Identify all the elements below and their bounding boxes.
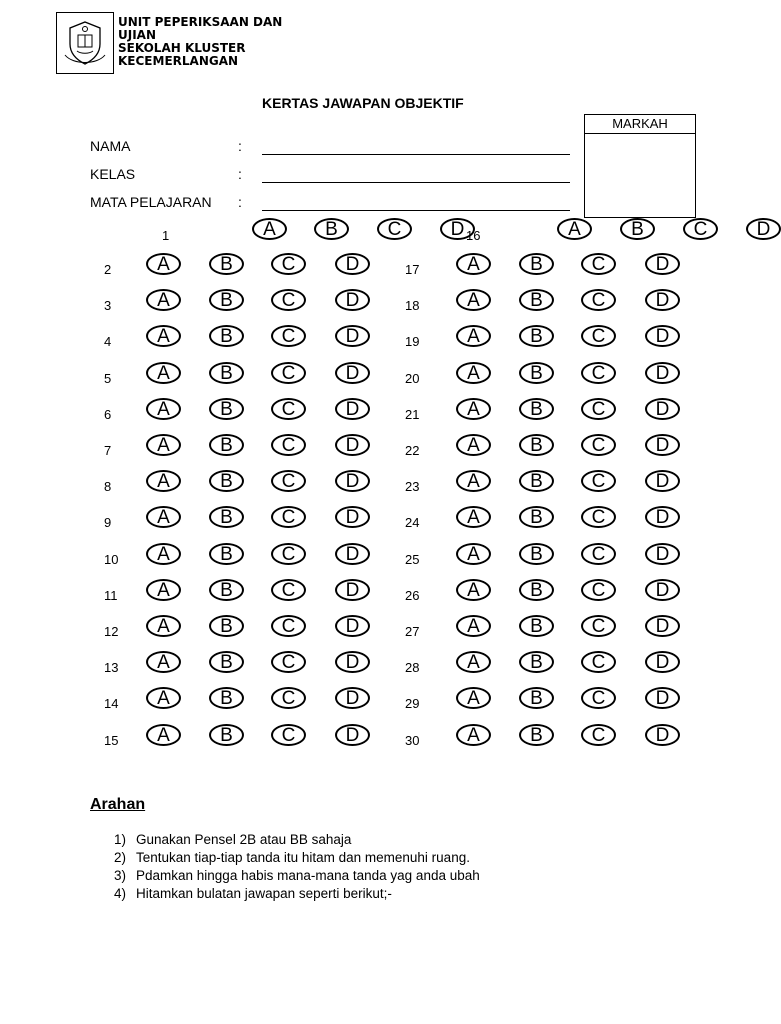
answer-bubble-a[interactable]: A xyxy=(456,543,491,565)
question-number: 23 xyxy=(405,479,420,495)
question-number: 10 xyxy=(104,551,119,567)
answer-bubble-c[interactable]: C xyxy=(271,434,306,456)
field-colon: : xyxy=(238,138,242,154)
answer-bubble-c[interactable]: C xyxy=(271,398,306,420)
question-number: 25 xyxy=(405,551,420,567)
answer-bubble-c[interactable]: C xyxy=(581,651,616,673)
question-number: 3 xyxy=(104,298,112,314)
answer-bubble-c[interactable]: C xyxy=(581,543,616,565)
answer-bubble-b[interactable]: B xyxy=(209,289,244,311)
answer-bubble-b[interactable]: B xyxy=(209,687,244,709)
markah-box xyxy=(584,114,696,218)
answer-bubble-d[interactable]: D xyxy=(335,362,370,384)
answer-bubble-c[interactable]: C xyxy=(271,506,306,528)
answer-bubble-a[interactable]: A xyxy=(146,362,181,384)
field-label-mata-pelajaran: MATA PELAJARAN xyxy=(90,194,212,210)
answer-bubble-a[interactable]: A xyxy=(252,218,287,240)
unit-heading xyxy=(118,16,303,70)
answer-bubble-b[interactable]: B xyxy=(209,470,244,492)
answer-bubble-a[interactable]: A xyxy=(456,724,491,746)
question-number: 29 xyxy=(405,696,420,712)
answer-bubble-c[interactable]: C xyxy=(271,687,306,709)
question-number: 19 xyxy=(405,334,420,350)
answer-bubble-b[interactable]: B xyxy=(314,218,349,240)
school-crest-logo xyxy=(56,12,114,74)
answer-bubble-c[interactable]: C xyxy=(581,687,616,709)
question-number: 2 xyxy=(104,262,112,277)
answer-bubble-c[interactable]: C xyxy=(271,615,306,637)
answer-bubble-b[interactable]: B xyxy=(620,218,655,240)
answer-bubble-b[interactable]: B xyxy=(209,434,244,456)
answer-bubble-d[interactable]: D xyxy=(335,651,370,673)
instruction-item: 3) Pdamkan hingga habis mana-mana tanda yag anda ubah xyxy=(114,868,480,883)
field-colon: : xyxy=(238,166,242,182)
question-number: 9 xyxy=(104,515,112,531)
answer-bubble-d[interactable]: D xyxy=(335,615,370,637)
answer-bubble-d[interactable]: D xyxy=(335,724,370,746)
school-crest-icon xyxy=(63,19,107,67)
instruction-item: 1) Gunakan Pensel 2B atau BB sahaja xyxy=(114,832,352,847)
question-number: 20 xyxy=(405,370,420,386)
answer-bubble-a[interactable]: A xyxy=(146,579,181,601)
question-number: 15 xyxy=(104,732,119,748)
answer-bubble-c[interactable]: C xyxy=(581,470,616,492)
answer-bubble-b[interactable]: B xyxy=(209,398,244,420)
answer-bubble-b[interactable]: B xyxy=(209,325,244,347)
answer-bubble-c[interactable]: C xyxy=(271,579,306,601)
answer-bubble-c[interactable]: C xyxy=(581,325,616,347)
answer-bubble-b[interactable]: B xyxy=(519,687,554,709)
question-number: 13 xyxy=(104,660,119,676)
question-number: 21 xyxy=(405,406,420,422)
answer-bubble-b[interactable]: B xyxy=(519,543,554,565)
unit-line: UJIAN xyxy=(118,28,157,42)
field-label-nama: NAMA xyxy=(90,138,131,154)
answer-bubble-b[interactable]: B xyxy=(519,724,554,746)
answer-bubble-b[interactable]: B xyxy=(209,615,244,637)
answer-bubble-d[interactable]: D xyxy=(645,434,680,456)
answer-bubble-c[interactable]: C xyxy=(683,218,718,240)
answer-bubble-d[interactable]: D xyxy=(335,289,370,311)
answer-bubble-b[interactable]: B xyxy=(519,651,554,673)
mata-pelajaran-field[interactable] xyxy=(262,195,570,211)
answer-bubble-b[interactable]: B xyxy=(519,434,554,456)
answer-bubble-b[interactable]: B xyxy=(519,470,554,492)
question-number: 18 xyxy=(405,298,420,314)
answer-bubble-c[interactable]: C xyxy=(271,325,306,347)
answer-bubble-b[interactable]: B xyxy=(209,579,244,601)
answer-bubble-b[interactable]: B xyxy=(519,253,554,275)
answer-bubble-d[interactable]: D xyxy=(335,398,370,420)
answer-bubble-d[interactable]: D xyxy=(645,253,680,275)
answer-bubble-a[interactable]: A xyxy=(146,543,181,565)
answer-bubble-a[interactable]: A xyxy=(146,289,181,311)
question-number: 22 xyxy=(405,443,420,458)
answer-bubble-c[interactable]: C xyxy=(581,579,616,601)
answer-bubble-c[interactable]: C xyxy=(377,218,412,240)
question-number: 8 xyxy=(104,479,112,495)
answer-bubble-d[interactable]: D xyxy=(645,579,680,601)
answer-bubble-c[interactable]: C xyxy=(581,398,616,420)
answer-bubble-a[interactable]: A xyxy=(557,218,592,240)
answer-bubble-a[interactable]: A xyxy=(456,506,491,528)
question-number: 30 xyxy=(405,732,420,748)
answer-bubble-b[interactable]: B xyxy=(519,362,554,384)
answer-bubble-b[interactable]: B xyxy=(519,289,554,311)
kelas-field[interactable] xyxy=(262,167,570,183)
answer-bubble-d[interactable]: D xyxy=(645,687,680,709)
answer-bubble-d[interactable]: D xyxy=(335,579,370,601)
answer-bubble-d[interactable]: D xyxy=(335,434,370,456)
question-number: 11 xyxy=(104,587,118,603)
answer-bubble-d[interactable]: D xyxy=(645,651,680,673)
answer-bubble-a[interactable]: A xyxy=(456,470,491,492)
question-number: 14 xyxy=(104,696,119,712)
answer-bubble-b[interactable]: B xyxy=(209,543,244,565)
answer-bubble-a[interactable]: A xyxy=(456,362,491,384)
answer-bubble-a[interactable]: A xyxy=(456,687,491,709)
unit-line: SEKOLAH KLUSTER xyxy=(118,41,246,55)
answer-bubble-b[interactable]: B xyxy=(209,724,244,746)
answer-bubble-c[interactable]: C xyxy=(271,470,306,492)
question-number: 24 xyxy=(405,515,420,531)
answer-bubble-a[interactable]: A xyxy=(146,615,181,637)
answer-bubble-b[interactable]: B xyxy=(209,362,244,384)
answer-bubble-c[interactable]: C xyxy=(271,543,306,565)
answer-bubble-c[interactable]: C xyxy=(581,434,616,456)
answer-bubble-a[interactable]: A xyxy=(456,398,491,420)
answer-bubble-d[interactable]: D xyxy=(746,218,781,240)
answer-bubble-d[interactable]: D xyxy=(645,506,680,528)
answer-bubble-a[interactable]: A xyxy=(456,615,491,637)
answer-bubble-b[interactable]: B xyxy=(519,398,554,420)
answer-bubble-a[interactable]: A xyxy=(146,253,181,275)
answer-bubble-c[interactable]: C xyxy=(581,253,616,275)
unit-line: KECEMERLANGAN xyxy=(118,54,239,68)
answer-bubble-b[interactable]: B xyxy=(519,615,554,637)
question-number: 12 xyxy=(104,624,119,639)
answer-bubble-d[interactable]: D xyxy=(645,362,680,384)
answer-bubble-a[interactable]: A xyxy=(146,506,181,528)
answer-bubble-d[interactable]: D xyxy=(335,687,370,709)
instruction-item: 2) Tentukan tiap-tiap tanda itu hitam dan memenuhi ruang. xyxy=(114,850,470,865)
answer-bubble-d[interactable]: D xyxy=(335,506,370,528)
answer-bubble-b[interactable]: B xyxy=(519,506,554,528)
answer-bubble-c[interactable]: C xyxy=(271,724,306,746)
question-number: 27 xyxy=(405,624,420,639)
answer-bubble-a[interactable]: A xyxy=(456,579,491,601)
answer-bubble-d[interactable]: D xyxy=(645,398,680,420)
question-number: 17 xyxy=(405,262,420,277)
answer-bubble-d[interactable]: D xyxy=(645,543,680,565)
field-colon: : xyxy=(238,194,242,210)
answer-bubble-b[interactable]: B xyxy=(209,253,244,275)
answer-bubble-c[interactable]: C xyxy=(581,724,616,746)
answer-bubble-d[interactable]: D xyxy=(645,615,680,637)
answer-bubble-d[interactable]: D xyxy=(335,470,370,492)
answer-bubble-c[interactable]: C xyxy=(581,506,616,528)
question-number: 4 xyxy=(104,334,112,350)
answer-bubble-c[interactable]: C xyxy=(271,362,306,384)
markah-label: MARKAH xyxy=(585,115,695,134)
question-number: 28 xyxy=(405,660,420,676)
answer-bubble-a[interactable]: A xyxy=(456,325,491,347)
answer-bubble-d[interactable]: D xyxy=(645,325,680,347)
answer-bubble-d[interactable]: D xyxy=(645,470,680,492)
answer-bubble-c[interactable]: C xyxy=(271,253,306,275)
answer-bubble-a[interactable]: A xyxy=(456,434,491,456)
answer-bubble-d[interactable]: D xyxy=(335,325,370,347)
answer-bubble-a[interactable]: A xyxy=(146,687,181,709)
field-label-kelas: KELAS xyxy=(90,166,136,182)
answer-bubble-d[interactable]: D xyxy=(335,253,370,275)
answer-bubble-d[interactable]: D xyxy=(440,218,475,240)
answer-bubble-c[interactable]: C xyxy=(581,289,616,311)
question-number: 6 xyxy=(104,406,112,422)
answer-bubble-c[interactable]: C xyxy=(271,651,306,673)
nama-field[interactable] xyxy=(262,139,570,155)
unit-line: UNIT PEPERIKSAAN DAN xyxy=(118,15,283,29)
question-number: 16 xyxy=(466,228,481,243)
answer-bubble-b[interactable]: B xyxy=(209,506,244,528)
instructions-heading: Arahan xyxy=(90,796,146,813)
answer-bubble-b[interactable]: B xyxy=(519,325,554,347)
answer-bubble-a[interactable]: A xyxy=(456,651,491,673)
answer-bubble-c[interactable]: C xyxy=(271,289,306,311)
answer-bubble-b[interactable]: B xyxy=(209,651,244,673)
question-number: 7 xyxy=(104,443,112,458)
question-number: 1 xyxy=(162,228,170,243)
answer-bubble-a[interactable]: A xyxy=(146,398,181,420)
answer-bubble-a[interactable]: A xyxy=(146,724,181,746)
answer-bubble-a[interactable]: A xyxy=(456,289,491,311)
answer-bubble-a[interactable]: A xyxy=(146,470,181,492)
instruction-item: 4) Hitamkan bulatan jawapan seperti berikut;- xyxy=(114,886,392,901)
answer-bubble-d[interactable]: D xyxy=(335,543,370,565)
answer-bubble-b[interactable]: B xyxy=(519,579,554,601)
question-number: 5 xyxy=(104,370,112,386)
answer-bubble-a[interactable]: A xyxy=(146,434,181,456)
answer-bubble-d[interactable]: D xyxy=(645,724,680,746)
page-title: KERTAS JAWAPAN OBJEKTIF xyxy=(262,95,464,111)
answer-bubble-c[interactable]: C xyxy=(581,362,616,384)
answer-bubble-a[interactable]: A xyxy=(146,325,181,347)
answer-bubble-a[interactable]: A xyxy=(456,253,491,275)
question-number: 26 xyxy=(405,587,420,603)
answer-bubble-c[interactable]: C xyxy=(581,615,616,637)
answer-bubble-a[interactable]: A xyxy=(146,651,181,673)
answer-bubble-d[interactable]: D xyxy=(645,289,680,311)
